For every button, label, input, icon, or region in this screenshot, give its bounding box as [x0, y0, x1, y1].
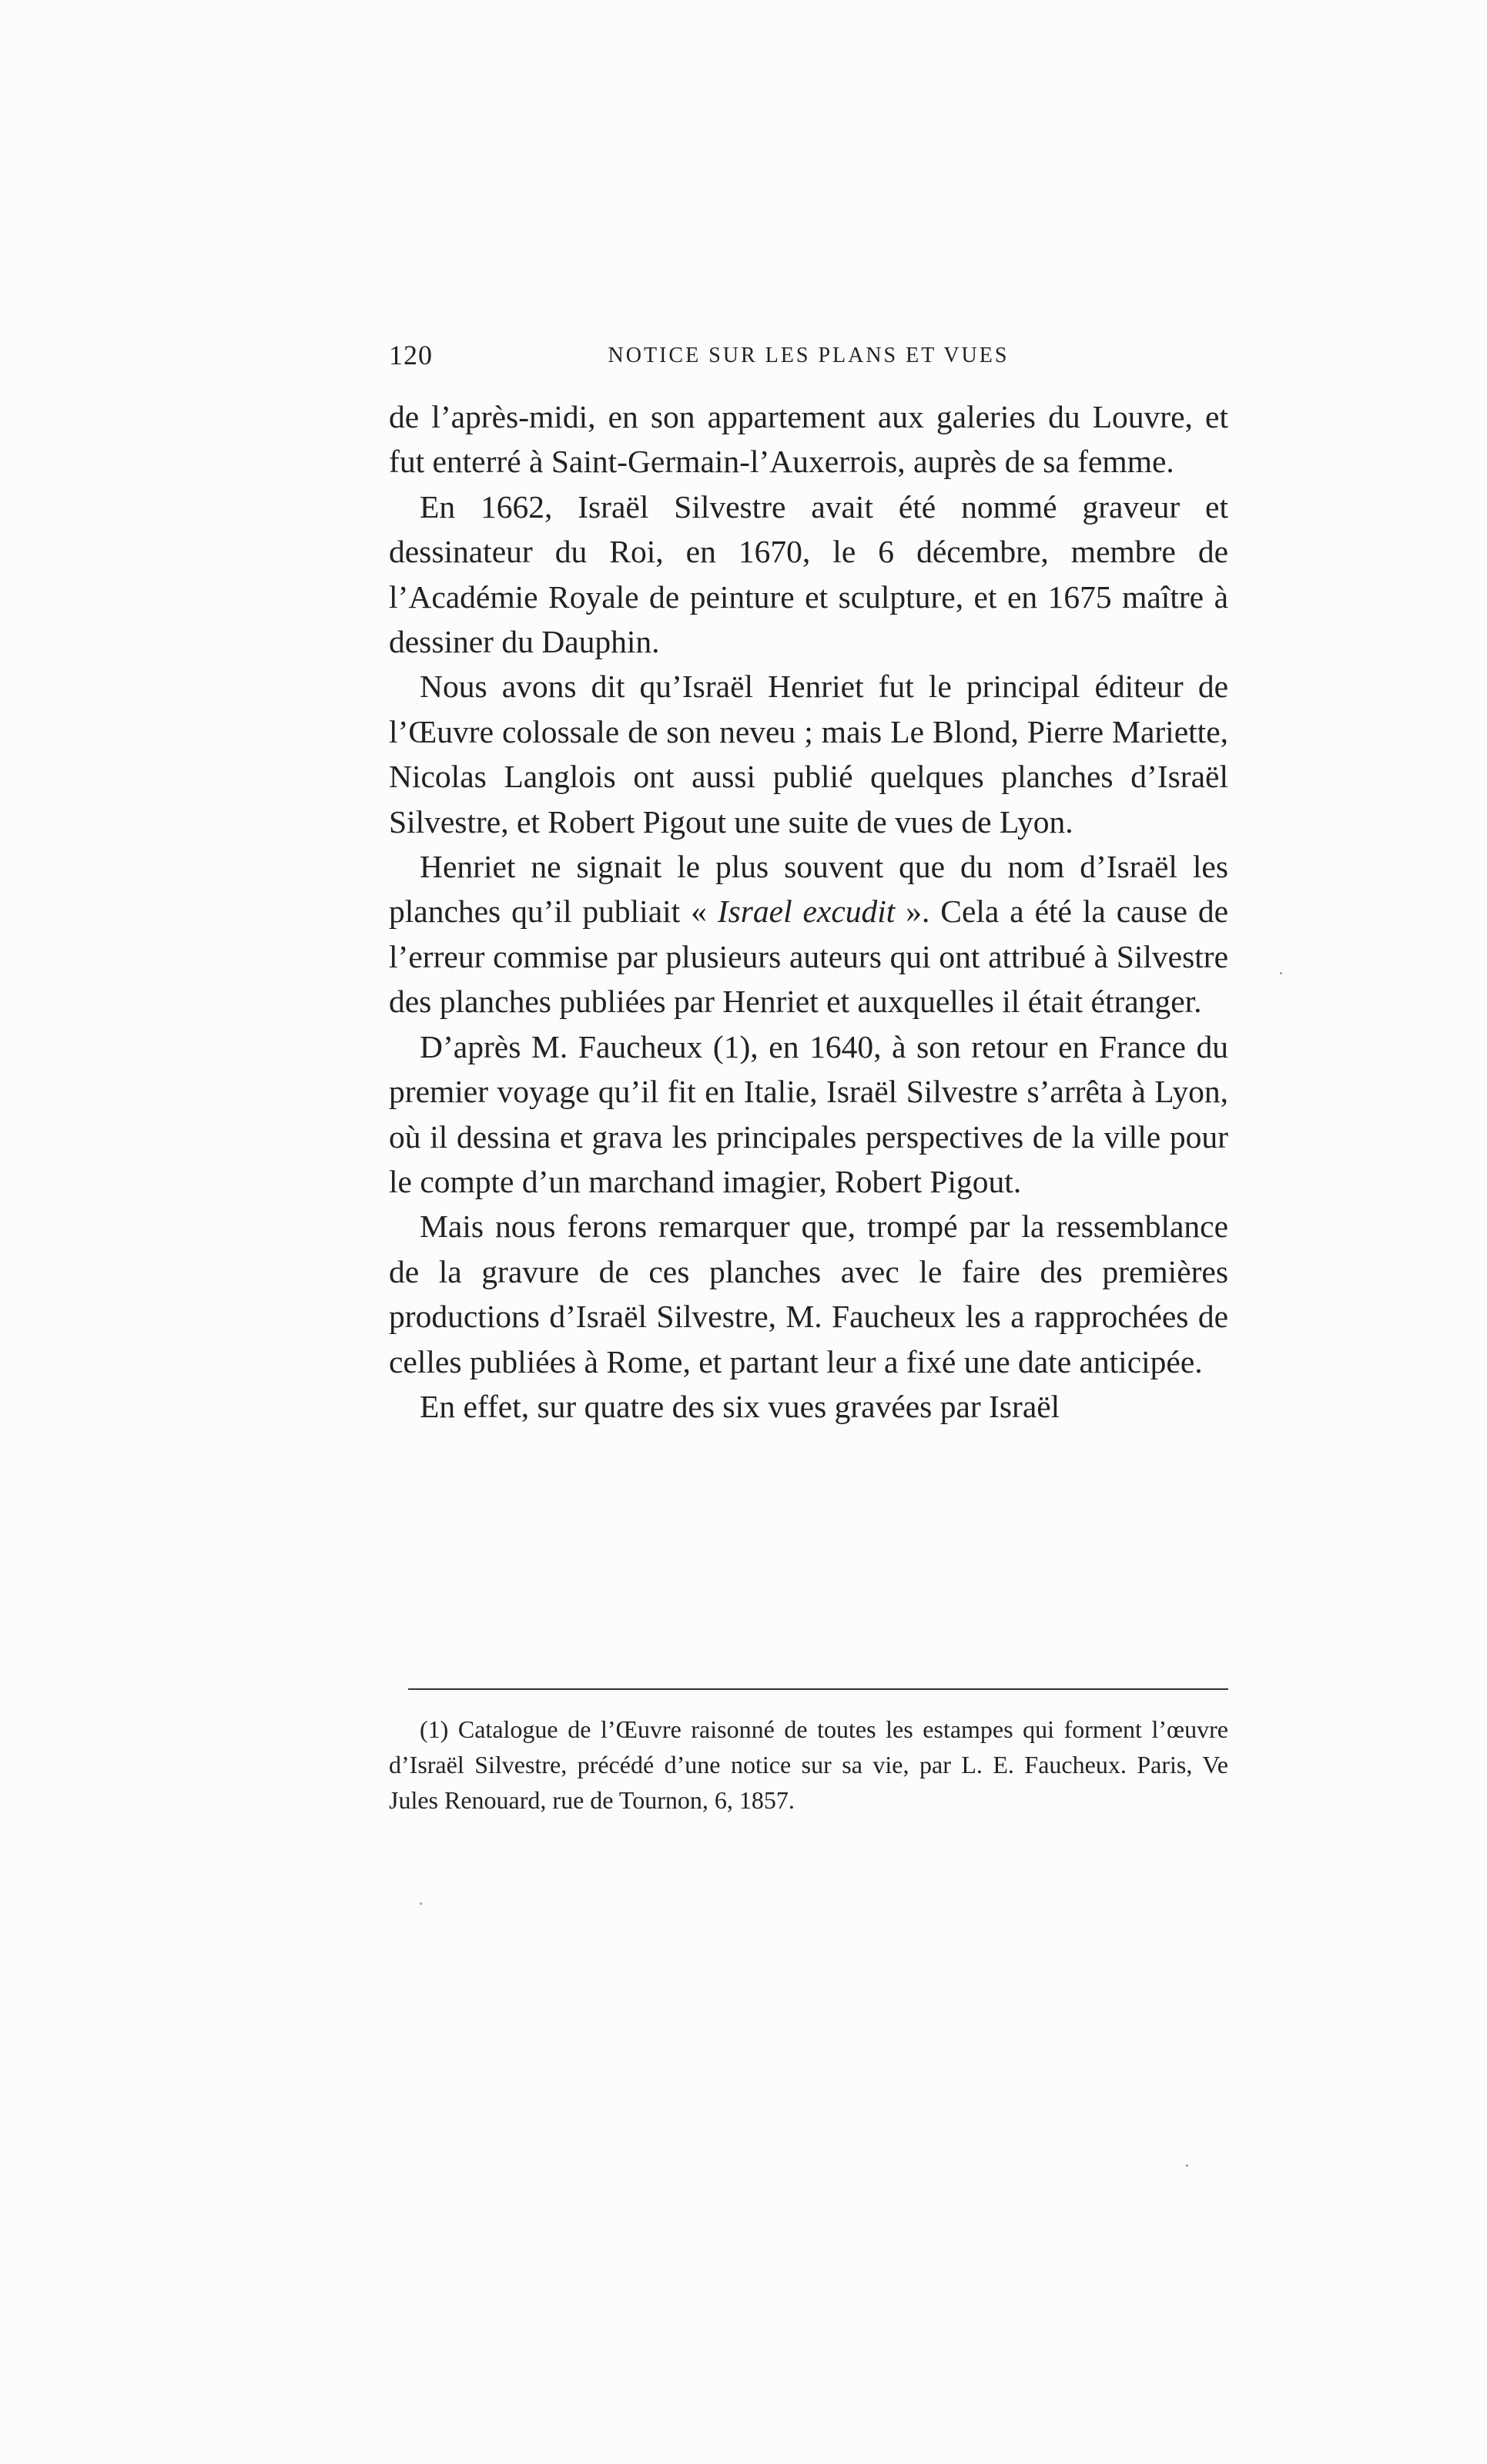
paragraph-6: Mais nous ferons remarquer que, trompé par la ressemblance de la gravure de ces planches avec le faire des premières productions d’Israël Silvestre, M. Faucheux les a rapprochées de celles publiées à Rome, et partant leur a fixé une date anticipée.	[389, 1209, 1228, 1380]
paragraph-2: En 1662, Israël Silvestre avait été nommé graveur et dessinateur du Roi, en 1670, le 6 décembre, membre de l’Académie Royale de peinture et sculpture, et en 1675 maître à dessiner du Dauphin.	[389, 488, 1228, 660]
footnote-divider	[408, 1688, 1228, 1690]
paper-speck	[1280, 972, 1282, 974]
paper-speck	[420, 1902, 422, 1905]
paper-speck	[1186, 2164, 1188, 2167]
israel-excudit-quote: Israel excudit	[717, 893, 896, 930]
paragraph-4-text-before: Henriet ne signait le plus souvent que du nom d’Israël les planches qu’il publiait «	[389, 849, 1228, 930]
footnote	[389, 1711, 1228, 1818]
paragraph-1: de l’après-midi, en son appartement aux galeries du Louvre, et fut enterré à Saint-Germain-l’Auxerrois, auprès de sa femme.	[389, 399, 1228, 480]
page-header	[389, 339, 1228, 385]
page-number: 120	[389, 340, 433, 370]
paragraph-3: Nous avons dit qu’Israël Henriet fut le principal éditeur de l’Œuvre colossale de son neveu ; mais Le Blond, Pierre Mariette, Nicolas Langlois ont aussi publié quelques planches d’Israël Silvestre, et Robert Pigout une suite de vues de Lyon.	[389, 669, 1228, 840]
footnote-text: (1) Catalogue de l’Œuvre raisonné de toutes les estampes qui forment l’œuvre d’Israël Silvestre, précédé d’une notice sur sa vie, par L. E. Faucheux. Paris, Ve Jules Renouard, rue de Tournon, 6, 1857.	[389, 1715, 1228, 1814]
paragraph-5: D’après M. Faucheux (1), en 1640, à son retour en France du premier voyage qu’il fit en Italie, Israël Silvestre s’arrêta à Lyon, où il dessina et grava les principales perspectives de la ville pour le compte d’un marchand imagier, Robert Pigout.	[389, 1028, 1228, 1199]
running-title: NOTICE SUR LES PLANS ET VUES	[608, 344, 1010, 367]
body-text	[389, 394, 1228, 1429]
paragraph-4	[389, 844, 1228, 1024]
paragraph-7: En effet, sur quatre des six vues gravées par Israël	[420, 1388, 1060, 1424]
paragraph-4-text-after: ». Cela a été la cause de l’erreur commise par plusieurs auteurs qui ont attribué à Silvestre des planches publiées par Henriet et auxquelles il était étranger.	[389, 893, 1229, 1020]
